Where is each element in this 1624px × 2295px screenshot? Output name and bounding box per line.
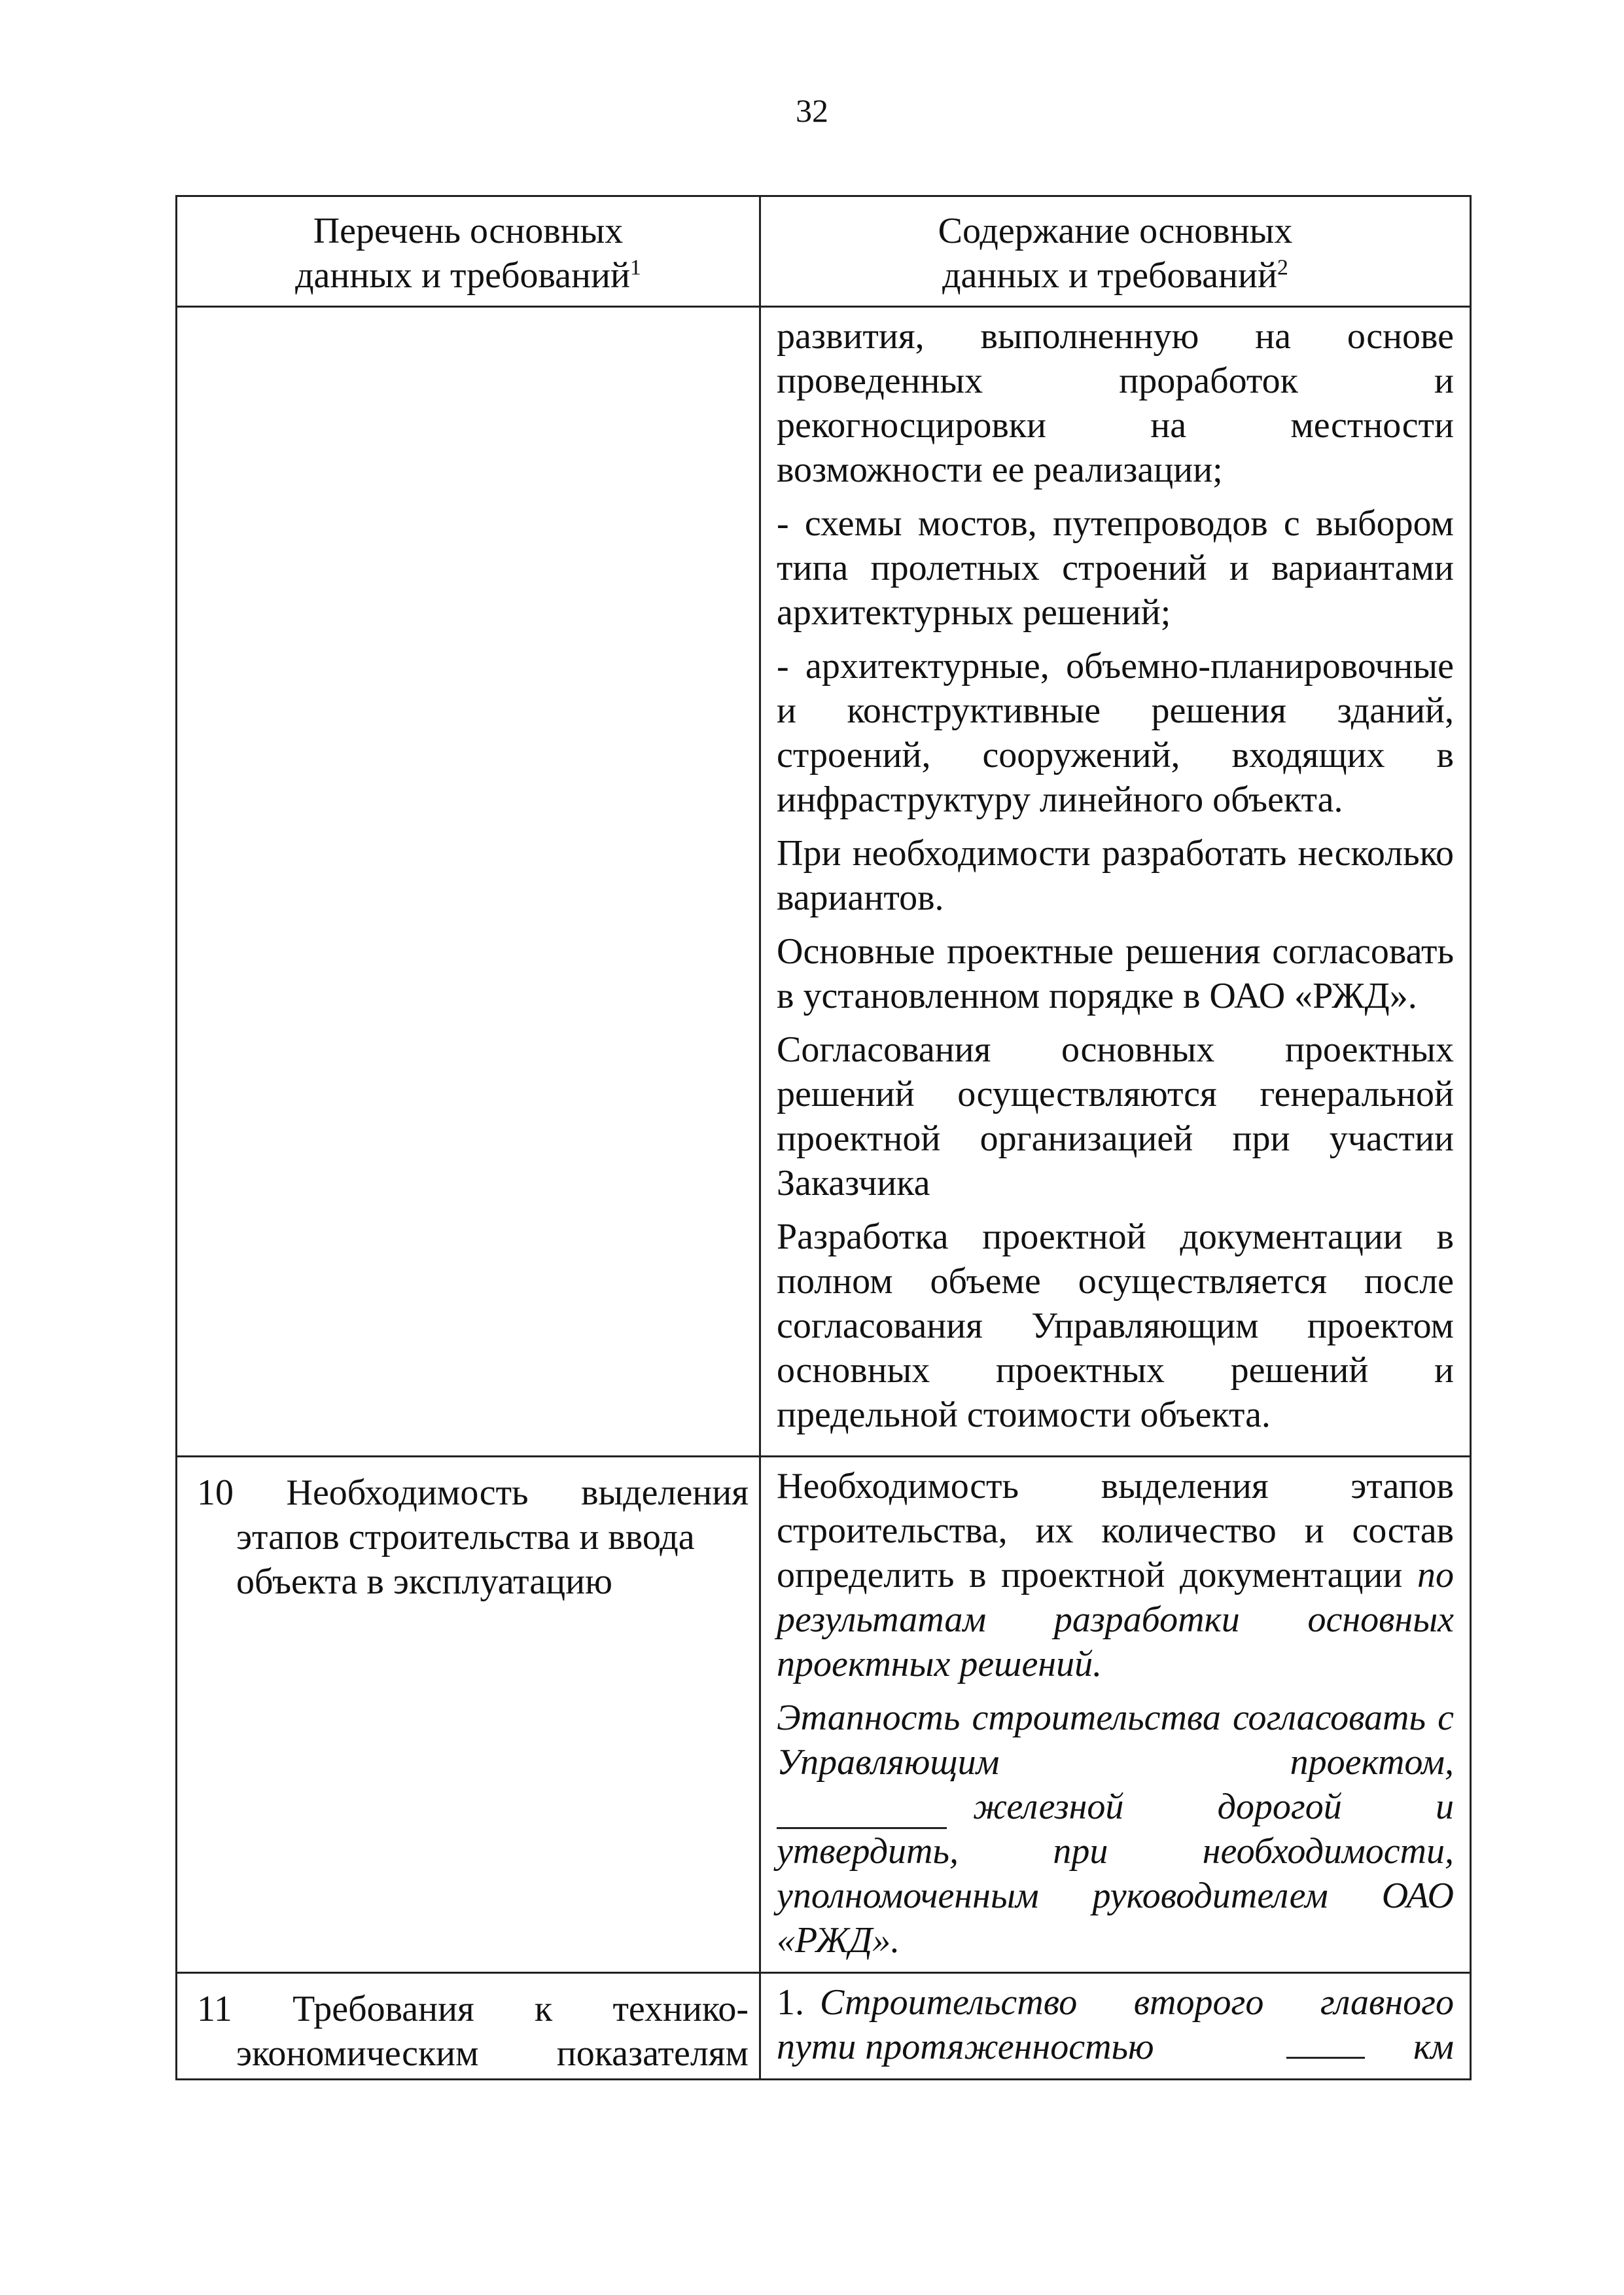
paragraph: - архитектурные, объемно-планировочные и конструктивные решения зданий, строений, сооружений, входящих в инфраструктуру линейного объекта. [777, 646, 1454, 820]
header-col1 [177, 196, 760, 307]
paragraph: Разработка проектной документации в полном объеме осуществляется после согласования Управляющим проектом основных проектных решений и предельной стоимости объекта. [777, 1217, 1454, 1435]
header-col2 [760, 196, 1471, 307]
paragraph: развития, выполненную на основе проведенных проработок и рекогносцировки на местности возможности ее реализации; [777, 316, 1454, 490]
footnote-ref-2: 2 [1277, 255, 1288, 280]
row10-label-first-line: 10 Необходимость выделения [197, 1472, 749, 1513]
row-cont-left-empty [177, 307, 760, 1457]
header-col1-line1: Перечень основных [313, 211, 624, 251]
paragraph: При необходимости разработать несколько вариантов. [777, 833, 1454, 918]
row11-line1-text: Строительство второго главного [820, 1982, 1454, 2023]
row10-p2-line1: Этапность строительства согласовать с Управляющим проектом, [777, 1698, 1454, 1783]
row11-line2-tail [1286, 2025, 1454, 2069]
blank-field [1286, 2057, 1365, 2059]
table-row-continuation [177, 307, 1471, 1457]
table-header-row [177, 196, 1471, 307]
paragraph [777, 1464, 1454, 1686]
requirements-table [175, 195, 1472, 2080]
table-row-11 [177, 1973, 1471, 2080]
row11-line2 [777, 2025, 1454, 2069]
table-row-10 [177, 1457, 1471, 1973]
row10-label [177, 1457, 760, 1973]
row10-p1-normal: Необходимость выделения этапов строительства, их количество и состав определить в проектной документации [777, 1466, 1454, 1595]
row11-label [177, 1973, 760, 2080]
row11-label-first-line: 11 Требования к технико- [197, 1989, 749, 2029]
row11-unit: км [1413, 2027, 1454, 2067]
row10-p2-rest: утвердить, при необходимости, уполномоченным руководителем ОАО «РЖД». [777, 1831, 1454, 1961]
paragraph: - схемы мостов, путепроводов с выбором типа пролетных строений и вариантами архитектурных решений; [777, 503, 1454, 633]
page-number: 32 [796, 92, 828, 129]
row10-p2-line2-text: железной дорогой и [973, 1787, 1454, 1827]
footnote-ref-1: 1 [629, 255, 641, 280]
row11-line1 [777, 1980, 1454, 2025]
header-col1-line2: данных и требований [295, 255, 630, 296]
row10-p2-line2 [777, 1785, 1454, 1829]
row11-line2-text: пути протяженностью [777, 2027, 1154, 2067]
row10-p1-italic: по результатам разработки основных проектных решений. [777, 1555, 1454, 1684]
paragraph: Согласования основных проектных решений осуществляются генеральной проектной организацией при участии Заказчика [777, 1029, 1454, 1203]
row-cont-right [760, 307, 1471, 1457]
blank-field [777, 1785, 947, 1829]
paragraph: Основные проектные решения согласовать в установленном порядке в ОАО «РЖД». [777, 931, 1454, 1016]
row11-label-rest: экономическим показателям [236, 2033, 749, 2074]
row10-p2 [777, 1696, 1454, 1963]
header-col2-line2: данных и требований [942, 255, 1277, 296]
row11-number: 1. [777, 1982, 804, 2023]
header-col2-line1: Содержание основных [938, 211, 1293, 251]
row11-content [760, 1973, 1471, 2080]
row10-content [760, 1457, 1471, 1973]
row10-label-rest: этапов строительства и ввода объекта в эксплуатацию [236, 1517, 695, 1602]
